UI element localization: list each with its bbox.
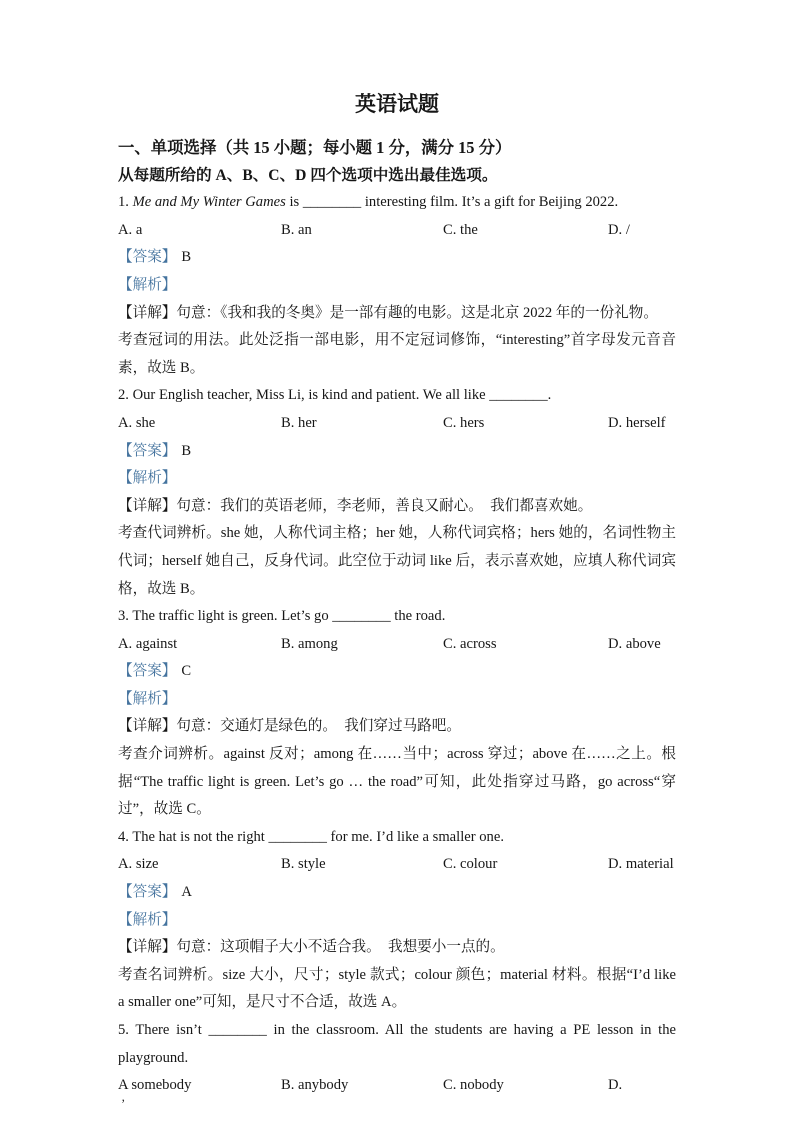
stem-text: is ________ interesting film. It’s a gift for Beijing 2022. xyxy=(285,194,619,211)
stem-text: 1. xyxy=(118,194,133,211)
options-row xyxy=(118,631,676,659)
analysis-label: 【解析】 xyxy=(118,911,177,928)
option-d: D. above xyxy=(608,635,661,652)
question-block-3 xyxy=(118,603,676,824)
option-c: C. nobody xyxy=(443,1077,504,1094)
analysis-row xyxy=(118,272,676,300)
detail-paragraph: 【详解】句意：《我和我的冬奥》是一部有趣的电影。这是北京 2022 年的一份礼物。 xyxy=(118,304,658,321)
option-c: C. colour xyxy=(443,856,498,873)
answer-value: A xyxy=(181,884,192,901)
detail-paragraph: 考查代词辨析。she 她，人称代词主格；her 她，人称代词宾格；hers 她的，名词性物主代词；herself 她自己，反身代词。此空位于动词 like 后，表示喜欢她，应填人称代词宾格，故选 B。 xyxy=(118,525,676,597)
option-d: D. / xyxy=(608,221,630,238)
analysis-row xyxy=(118,686,676,714)
detail-paragraph: 【详解】句意：交通灯是绿色的。 我们穿过马路吧。 xyxy=(118,718,461,735)
option-b: B. her xyxy=(281,414,317,431)
options-row xyxy=(118,851,676,879)
answer-row xyxy=(118,244,676,272)
question-block-1 xyxy=(118,189,676,382)
options-row xyxy=(118,217,676,245)
stem-italic-text: Me and My Winter Games xyxy=(132,194,286,211)
stray-mark: ’ xyxy=(121,1095,126,1111)
answer-label: 【答案】 xyxy=(118,663,177,680)
detail-paragraph: 考查名词辨析。size 大小，尺寸；style 款式；colour 颜色；material 材料。根据“I’d like a smaller one”可知，是尺寸不合适，故选 A。 xyxy=(118,966,676,1011)
detail-paragraph: 考查介词辨析。against 反对；among 在……当中；across 穿过；above 在……之上。根据“The traffic light is green. Let’s go … the road”可知，此处指穿过马路，go across“穿过”，故选 C。 xyxy=(118,746,676,818)
question-stem: 3. The traffic light is green. Let’s go ________ the road. xyxy=(118,608,446,625)
option-a: A. she xyxy=(118,414,156,431)
option-a: A. size xyxy=(118,856,159,873)
options-row xyxy=(118,1072,676,1100)
option-d: D. xyxy=(608,1077,623,1094)
option-b: B. among xyxy=(281,635,338,652)
answer-row xyxy=(118,658,676,686)
question-stem: 4. The hat is not the right ________ for me. I’d like a smaller one. xyxy=(118,828,504,845)
question-block-2 xyxy=(118,382,676,603)
option-a: A. a xyxy=(118,221,143,238)
option-c: C. across xyxy=(443,635,497,652)
answer-label: 【答案】 xyxy=(118,249,177,266)
question-stem: 5. There isn’t ________ in the classroom. All the students are having a PE lesson in the playground. xyxy=(118,1022,676,1066)
analysis-label: 【解析】 xyxy=(118,690,177,707)
option-a: A. against xyxy=(118,635,178,652)
option-c: C. the xyxy=(443,221,478,238)
answer-label: 【答案】 xyxy=(118,884,177,901)
option-b: B. an xyxy=(281,221,312,238)
analysis-row xyxy=(118,907,676,935)
answer-label: 【答案】 xyxy=(118,442,177,459)
analysis-row xyxy=(118,465,676,493)
detail-paragraph: 【详解】句意：我们的英语老师，李老师，善良又耐心。 我们都喜欢她。 xyxy=(118,497,593,514)
answer-row xyxy=(118,438,676,466)
analysis-label: 【解析】 xyxy=(118,276,177,293)
option-b: B. style xyxy=(281,856,326,873)
question-stem: 2. Our English teacher, Miss Li, is kind and patient. We all like ________. xyxy=(118,387,552,404)
question-block-5 xyxy=(118,1017,676,1111)
answer-value: B xyxy=(181,249,192,266)
section-heading: 一、单项选择（共 15 小题；每小题 1 分，满分 15 分） xyxy=(118,138,512,157)
question-stem xyxy=(118,189,676,217)
answer-row xyxy=(118,879,676,907)
detail-paragraph: 【详解】句意：这项帽子大小不适合我。 我想要小一点的。 xyxy=(118,939,505,956)
detail-paragraph: 考查冠词的用法。此处泛指一部电影，用不定冠词修饰，“interesting”首字母发元音音素，故选 B。 xyxy=(118,332,676,376)
options-row xyxy=(118,410,676,438)
option-b: B. anybody xyxy=(281,1077,349,1094)
answer-value: C xyxy=(181,663,192,680)
section-instructions: 从每题所给的 A、B、C、D 四个选项中选出最佳选项。 xyxy=(118,166,498,184)
option-c: C. hers xyxy=(443,414,485,431)
page-title: 英语试题 xyxy=(355,92,439,116)
option-a: A somebody xyxy=(118,1077,192,1094)
question-block-4 xyxy=(118,824,676,1017)
analysis-label: 【解析】 xyxy=(118,470,177,487)
option-d: D. herself xyxy=(608,414,666,431)
answer-value: B xyxy=(181,442,192,459)
option-d: D. material xyxy=(608,856,674,873)
